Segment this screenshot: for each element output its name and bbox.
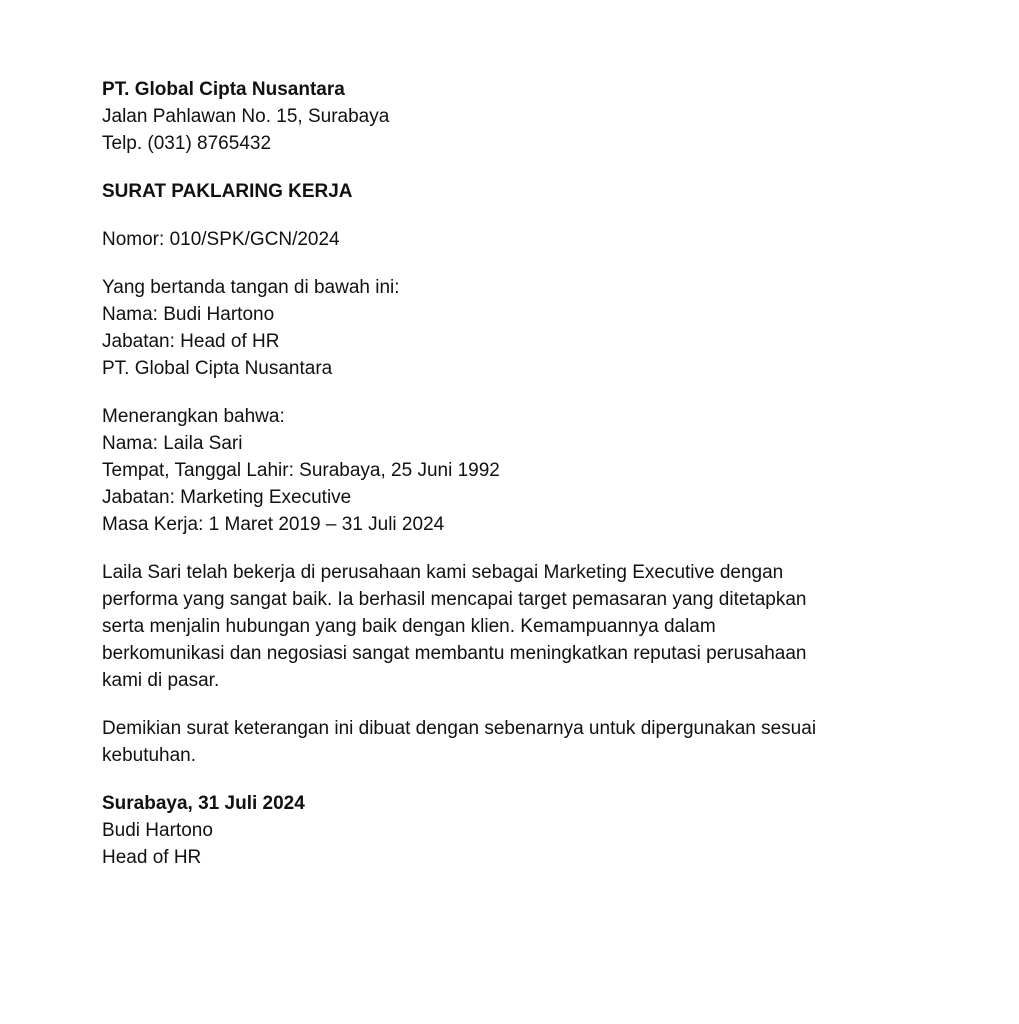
employee-position: Jabatan: Marketing Executive (102, 487, 352, 508)
letter-title: SURAT PAKLARING KERJA (102, 181, 353, 202)
employee-block (102, 403, 922, 538)
signatory-intro: Yang bertanda tangan di bawah ini: (102, 277, 400, 298)
body-line: berkomunikasi dan negosiasi sangat membantu meningkatkan reputasi perusahaan (102, 643, 807, 664)
signature-place-date: Surabaya, 31 Juli 2024 (102, 793, 305, 814)
employee-name: Nama: Laila Sari (102, 433, 243, 454)
closing-paragraph (102, 715, 922, 769)
letter-number: Nomor: 010/SPK/GCN/2024 (102, 229, 340, 250)
letter-page (102, 76, 922, 892)
body-line: kami di pasar. (102, 670, 220, 691)
number-block (102, 226, 922, 253)
employee-intro: Menerangkan bahwa: (102, 406, 285, 427)
company-name: PT. Global Cipta Nusantara (102, 79, 345, 100)
signature-block (102, 790, 922, 871)
signature-name: Budi Hartono (102, 820, 213, 841)
closing-line: kebutuhan. (102, 745, 197, 766)
signatory-position: Jabatan: Head of HR (102, 331, 280, 352)
employee-tenure: Masa Kerja: 1 Maret 2019 – 31 Juli 2024 (102, 514, 445, 535)
body-line: serta menjalin hubungan yang baik dengan klien. Kemampuannya dalam (102, 616, 716, 637)
closing-line: Demikian surat keterangan ini dibuat dengan sebenarnya untuk dipergunakan sesuai (102, 718, 817, 739)
signature-position: Head of HR (102, 847, 202, 868)
company-phone: Telp. (031) 8765432 (102, 133, 272, 154)
employee-birth: Tempat, Tanggal Lahir: Surabaya, 25 Juni 1992 (102, 460, 500, 481)
company-address: Jalan Pahlawan No. 15, Surabaya (102, 106, 390, 127)
signatory-name: Nama: Budi Hartono (102, 304, 275, 325)
body-paragraph (102, 559, 922, 694)
letterhead (102, 76, 922, 157)
title-block (102, 178, 922, 205)
signatory-company: PT. Global Cipta Nusantara (102, 358, 333, 379)
signatory-block (102, 274, 922, 382)
body-line: Laila Sari telah bekerja di perusahaan kami sebagai Marketing Executive dengan (102, 562, 784, 583)
body-line: performa yang sangat baik. Ia berhasil mencapai target pemasaran yang ditetapkan (102, 589, 807, 610)
